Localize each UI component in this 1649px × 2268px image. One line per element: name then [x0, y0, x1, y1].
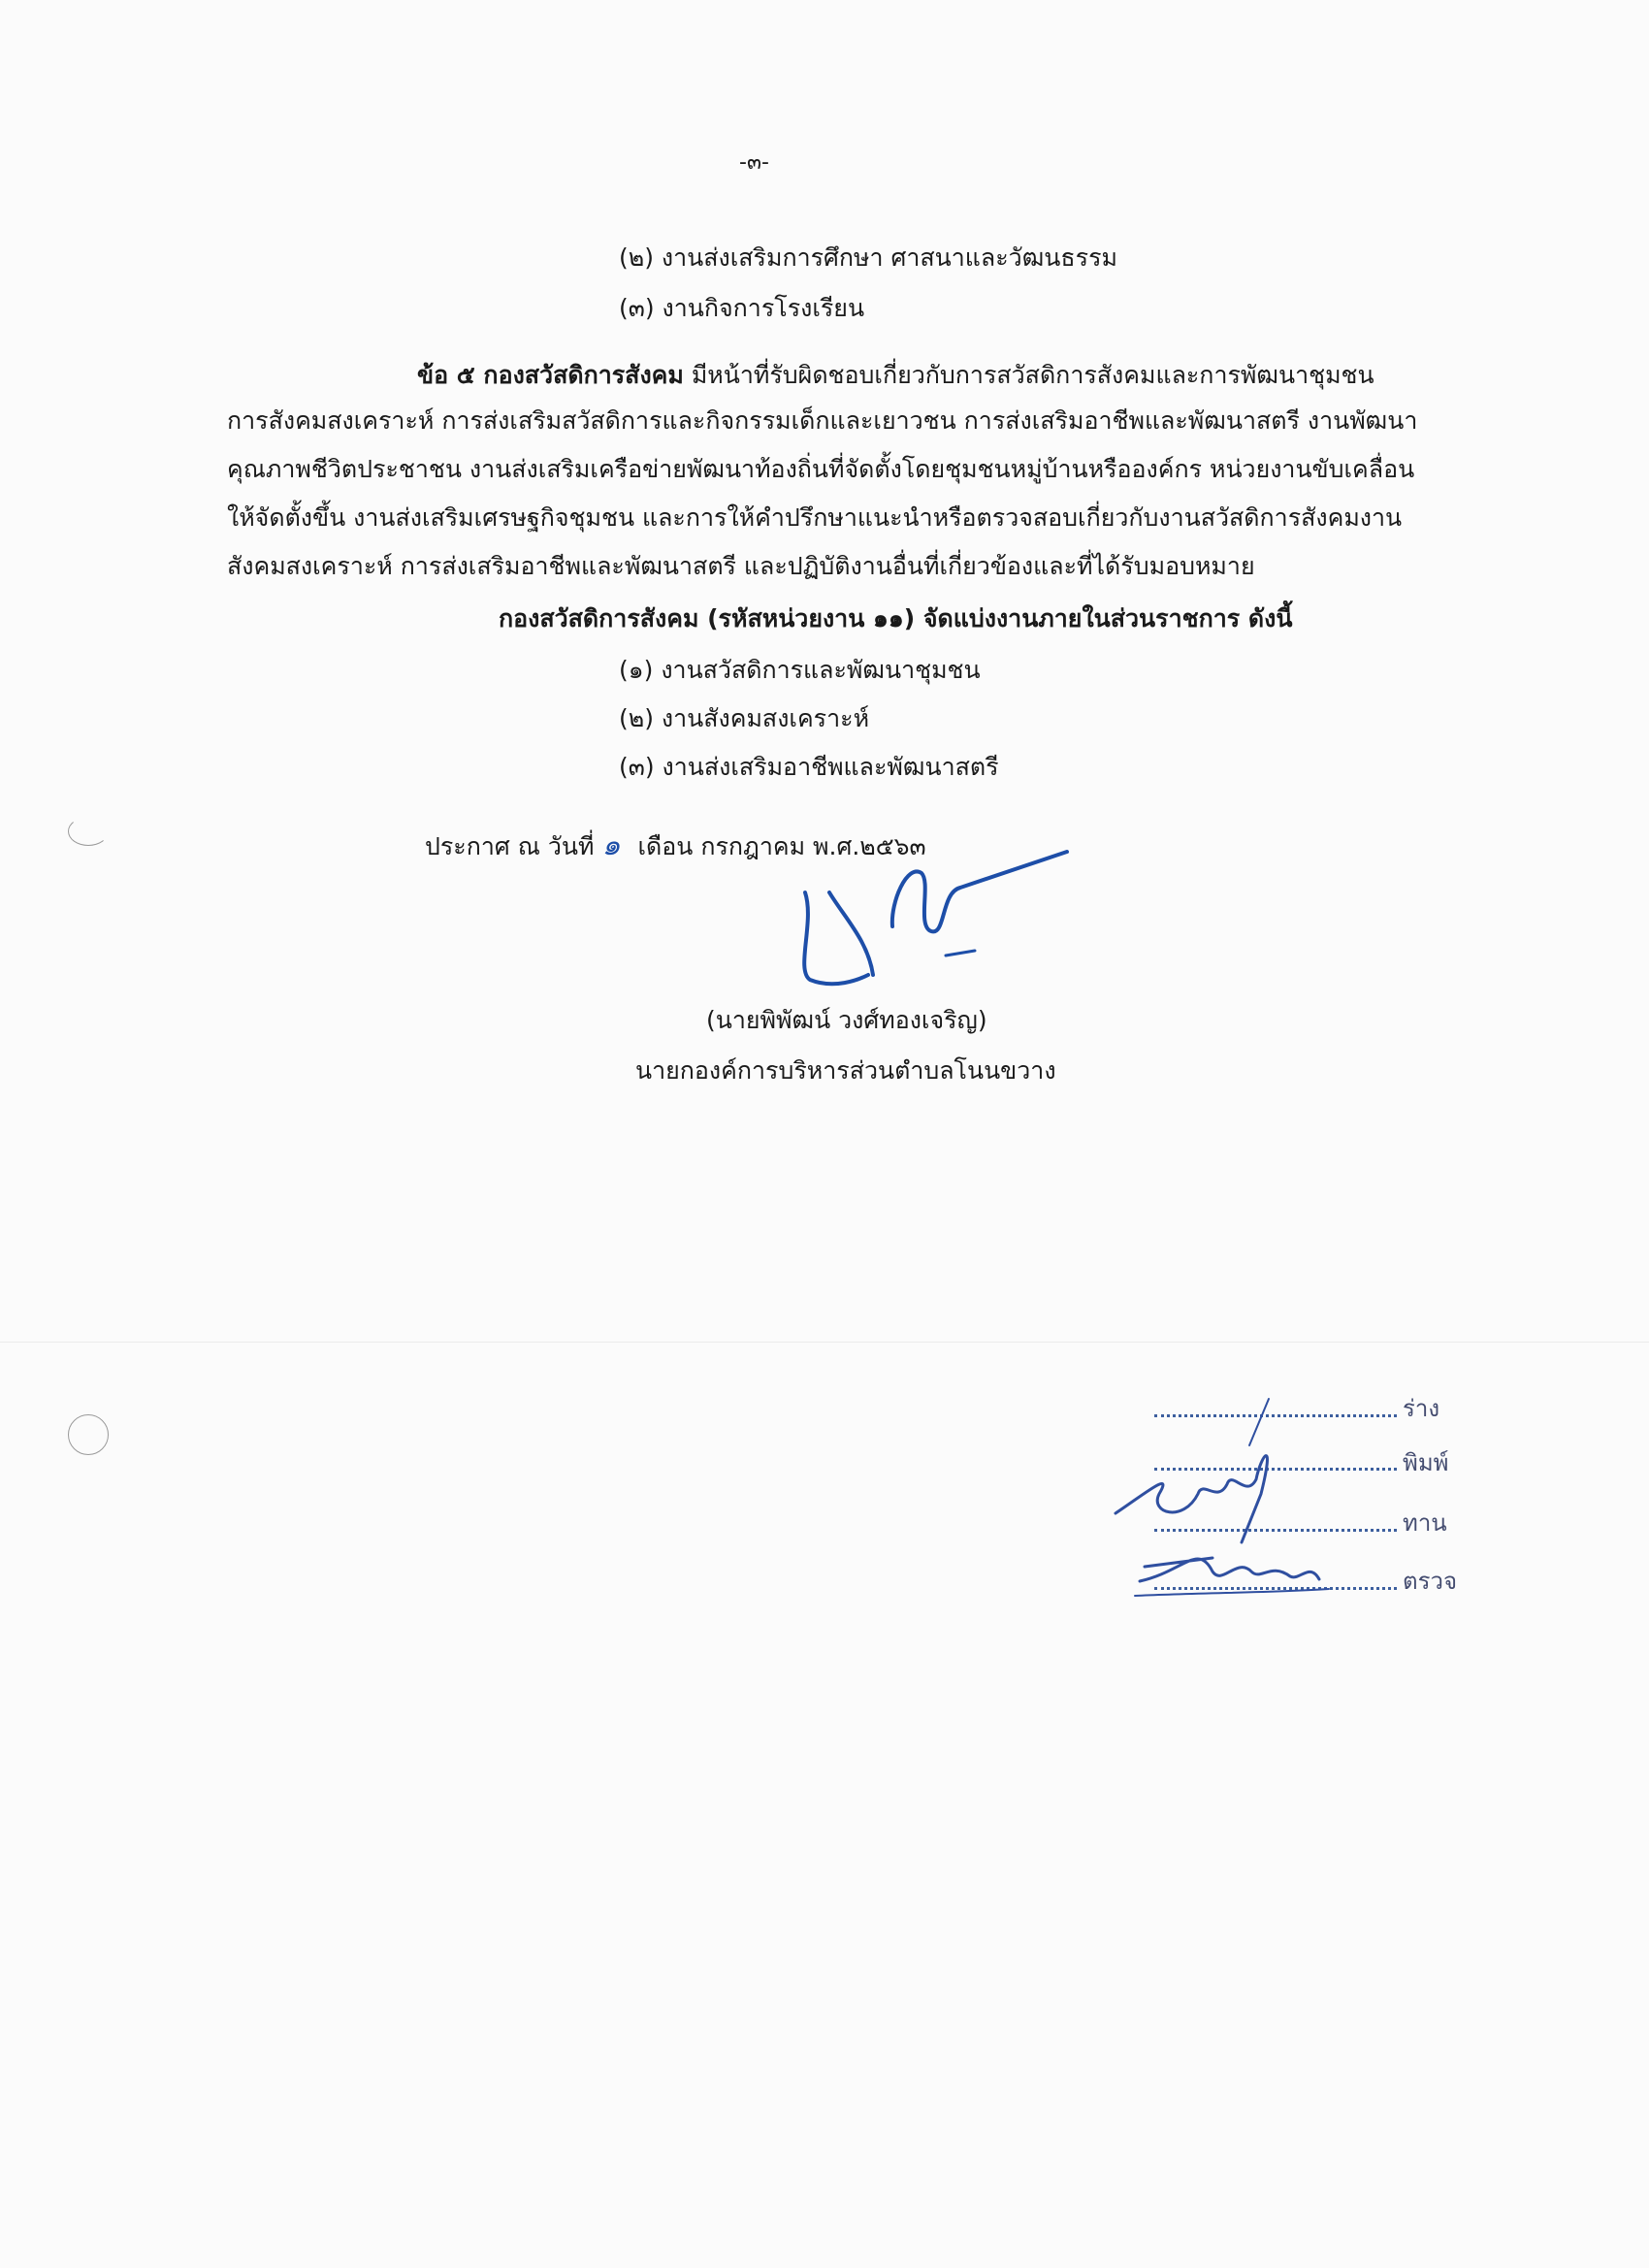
clause5-first-line: [417, 360, 1374, 391]
announcement-suffix: เดือน กรกฎาคม พ.ศ.๒๕๖๓: [637, 832, 926, 860]
division-item: (๓) งานส่งเสริมอาชีพและพัฒนาสตรี: [619, 753, 999, 781]
stamp-label: ตรวจ: [1403, 1568, 1458, 1595]
clause5-line: คุณภาพชีวิตประชาชน งานส่งเสริมเครือข่ายพัฒนาท้องถิ่นที่จัดตั้งโดยชุมชนหมู่บ้านหรือองค์กร หน่วยงานขับเคลื่อน: [227, 455, 1415, 483]
section4-item: (๒) งานส่งเสริมการศึกษา ศาสนาและวัฒนธรรม: [619, 243, 1117, 272]
clause5-first-line-text: มีหน้าที่รับผิดชอบเกี่ยวกับการสวัสดิการสังคมและการพัฒนาชุมชน: [691, 361, 1374, 389]
signatory-name: (นายพิพัฒน์ วงศ์ทองเจริญ): [706, 1006, 987, 1034]
division-item: (๑) งานสวัสดิการและพัฒนาชุมชน: [619, 656, 981, 684]
announcement-prefix: ประกาศ ณ วันที่: [425, 832, 595, 860]
punch-hole-mark: [68, 817, 109, 846]
page-number: -๓-: [739, 150, 769, 175]
signature: [776, 834, 1086, 1009]
stamp-initials: [1106, 1377, 1416, 1620]
handwritten-day: ๑: [601, 828, 621, 862]
stamp-label: ร่าง: [1403, 1395, 1440, 1422]
section4-item: (๓) งานกิจการโรงเรียน: [619, 294, 865, 322]
clause5-line: ให้จัดตั้งขึ้น งานส่งเสริมเศรษฐกิจชุมชน และการให้คำปรึกษาแนะนำหรือตรวจสอบเกี่ยวกับงานสวัสดิการสังคมงาน: [227, 503, 1403, 532]
division-heading: กองสวัสดิการสังคม (รหัสหน่วยงาน ๑๑) จัดแบ่งงานภายในส่วนราชการ ดังนี้: [499, 604, 1293, 632]
signatory-position: นายกองค์การบริหารส่วนตำบลโนนขวาง: [635, 1056, 1056, 1085]
clause5-line: การสังคมสงเคราะห์ การส่งเสริมสวัสดิการและกิจกรรมเด็กและเยาวชน การส่งเสริมอาชีพและพัฒนาสตรี งานพัฒนา: [227, 406, 1418, 435]
stamp-label: ทาน: [1403, 1509, 1447, 1537]
clause5-line: สังคมสงเคราะห์ การส่งเสริมอาชีพและพัฒนาสตรี และปฏิบัติงานอื่นที่เกี่ยวข้องและที่ได้รับมอบหมาย: [227, 552, 1255, 580]
division-item: (๒) งานสังคมสงเคราะห์: [619, 704, 870, 732]
page-fold-line: [0, 1342, 1649, 1343]
punch-hole: [68, 1414, 109, 1455]
clause5-heading: ข้อ ๕ กองสวัสดิการสังคม: [417, 361, 684, 389]
stamp-label: พิมพ์: [1403, 1449, 1449, 1476]
